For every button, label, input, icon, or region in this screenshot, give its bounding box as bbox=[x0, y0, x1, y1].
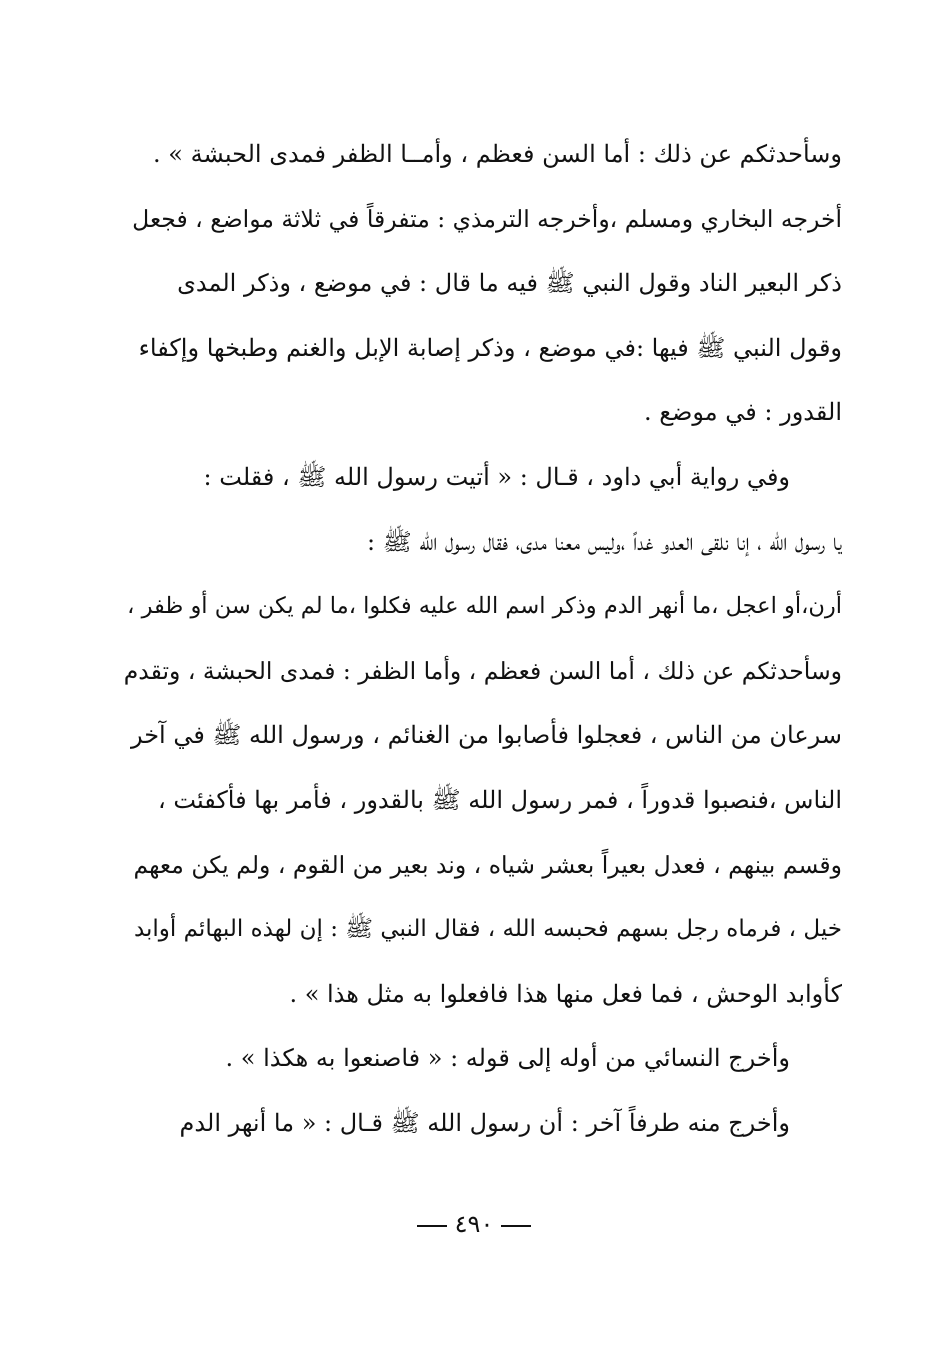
page-number-text: ٤٩٠ bbox=[454, 1210, 494, 1238]
page-number-dash bbox=[501, 1225, 531, 1227]
text-line: الناس ،فنصبوا قدوراً ، فمر رسول الله ﷺ بالقدور ، فأمر بها فأكفئت ، bbox=[158, 785, 842, 814]
text-line: وسأحدثكم عن ذلك ، أما السن فعظم ، وأما الظفر : فمدى الحبشة ، وتقدم bbox=[123, 656, 842, 685]
text-line: القدور : في موضع . bbox=[643, 398, 842, 427]
text-line: وأخرج النسائي من أوله إلى قوله : « فاصنعوا به هكذا » . bbox=[225, 1044, 790, 1073]
page-number bbox=[0, 1210, 948, 1238]
text-line: وأخرج منه طرفاً آخر : أن رسول الله ﷺ قـال : « ما أنهر الدم bbox=[179, 1108, 790, 1137]
text-line: أخرجه البخاري ومسلم ،وأخرجه الترمذي : متفرقاً في ثلاثة مواضع ، فجعل bbox=[132, 204, 842, 233]
body-text bbox=[122, 122, 842, 1156]
text-line: وقسم بينهم ، فعدل بعيراً بعشر شياه ، وند بعير من القوم ، ولم يكن معهم bbox=[133, 850, 842, 879]
text-line: يا رسول الله ، إنا نلقى العدو غداً ،وليس معنا مدى، فقال رسول الله ﷺ : bbox=[367, 527, 842, 556]
text-line: وفي رواية أبي داود ، قـال : « أتيت رسول الله ﷺ ، فقلت : bbox=[203, 462, 790, 491]
text-line: سرعان من الناس ، فعجلوا فأصابوا من الغنائم ، ورسول الله ﷺ في آخر bbox=[130, 721, 842, 750]
text-line: كأوابد الوحش ، فما فعل منها هذا فافعلوا به مثل هذا » . bbox=[289, 979, 842, 1008]
text-line: وقول النبي ﷺ فيها :في موضع ، وذكر إصابة الإبل والغنم وطبخها وإكفاء bbox=[138, 333, 842, 362]
text-line: خيل ، فرماه رجل بسهم فحبسه الله ، فقال النبي ﷺ : إن لهذه البهائم أوابد bbox=[133, 916, 842, 943]
page-number-dash bbox=[417, 1225, 447, 1227]
text-line: أرن،أو اعجل ،ما أنهر الدم وذكر اسم الله عليه فكلوا ،ما لم يكن سن أو ظفر ، bbox=[127, 593, 842, 620]
text-line: ذكر البعير الناد وقول النبي ﷺ فيه ما قال : في موضع ، وذكر المدى bbox=[177, 269, 842, 298]
text-line: وسأحدثكم عن ذلك : أما السن فعظم ، وأمــا الظفر فمدى الحبشة » . bbox=[153, 140, 842, 168]
